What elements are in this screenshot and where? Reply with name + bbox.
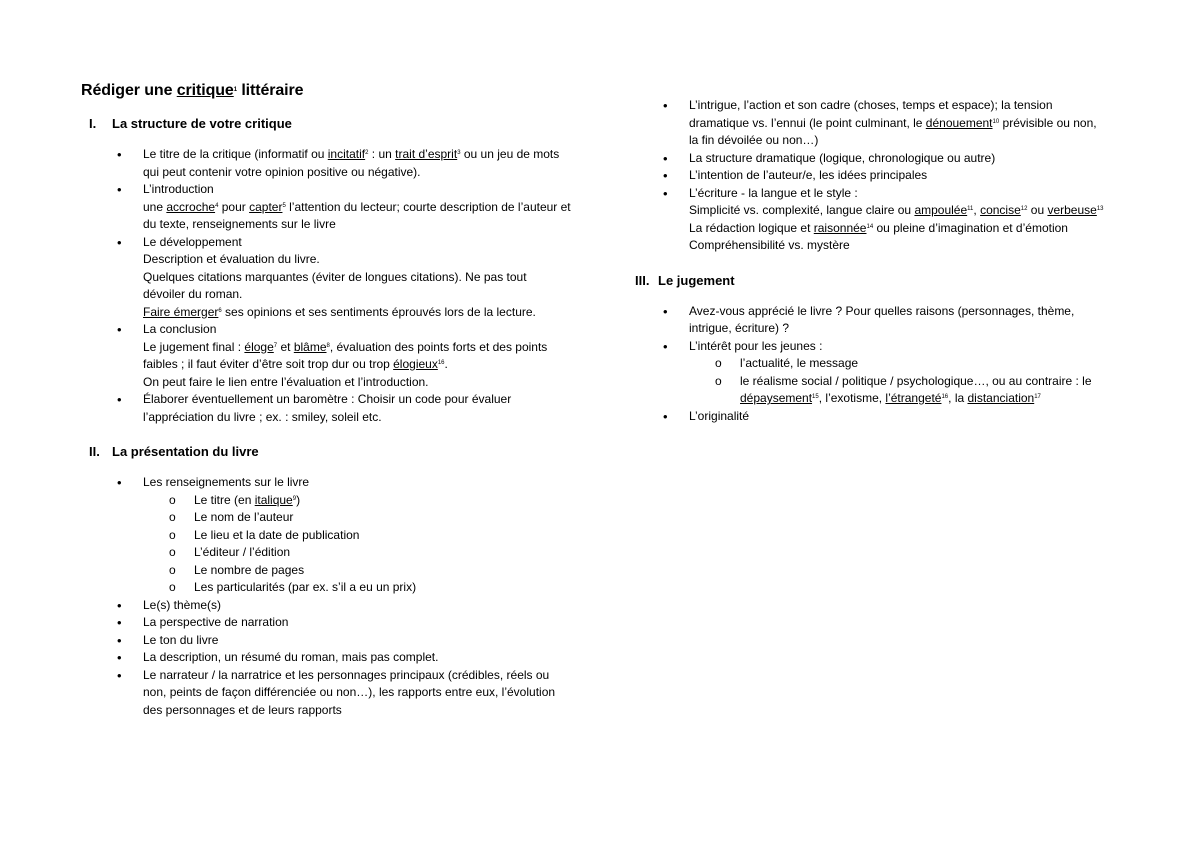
sub-list-item: o L’éditeur / l’édition [143, 544, 571, 562]
structure-list [81, 146, 571, 426]
right-column [627, 97, 1107, 425]
left-column [81, 114, 571, 719]
list-item: • Les renseignements sur le livre o Le titre (en italique$^9$) o Le nom de l’auteur o Le lieu et la date de publication o L’éditeur / l’édition o Le nombre de pages o Les particularités (par ex. s’il a eu un prix) [81, 474, 571, 597]
judgement-list [627, 303, 1107, 426]
presentation-list [81, 474, 571, 719]
list-item: • La conclusion Le jugement final : éloge$^7$ et blâme$^8$, évaluation des points forts et des points faibles ; il faut éviter d’être soit trop dur ou trop élogieux$^{16}$. On peut faire le lien entre l’évaluation et l’introduction. [81, 321, 571, 391]
page-title: Rédiger une critique$^1$ littéraire [81, 82, 304, 99]
list-item: • Élaborer éventuellement un baromètre : Choisir un code pour évaluer l’appréciation du livre ; ex. : smiley, soleil etc. [81, 391, 571, 426]
presentation-list-continued [627, 97, 1107, 255]
sub-list [689, 355, 1107, 408]
list-item: • Le titre de la critique (informatif ou incitatif$^2$ : un trait d’esprit$^3$ ou un jeu de mots qui peut contenir votre opinion positive ou négative). [81, 146, 571, 181]
sub-list-item: o Les particularités (par ex. s’il a eu un prix) [143, 579, 571, 597]
sub-list-item: o Le lieu et la date de publication [143, 527, 571, 545]
list-item: • Le(s) thème(s) [81, 597, 571, 615]
list-item: • L’intérêt pour les jeunes : o l’actualité, le message o le réalisme social / politique / psychologique…, ou au contraire : le dépaysement$^{15}$, l’exotisme, l’étrangeté$^{16}$, la distanciation$^{17}$ [627, 338, 1107, 408]
sub-list-item: o Le nom de l’auteur [143, 509, 571, 527]
list-item: • L’intrigue, l’action et son cadre (choses, temps et espace); la tension dramatique vs. l’ennui (le point culminant, le dénouement$^{10}$ prévisible ou non, la fin dévoilée ou non…) [627, 97, 1107, 150]
list-item: • La structure dramatique (logique, chronologique ou autre) [627, 150, 1107, 168]
sub-list-item: o Le titre (en italique$^9$) [143, 492, 571, 510]
sub-list-item: o le réalisme social / politique / psychologique…, ou au contraire : le dépaysement$^{15}$, l’exotisme, l’étrangeté$^{16}$, la distanciation$^{17}$ [689, 373, 1107, 408]
list-item: • L’originalité [627, 408, 1107, 426]
section-heading-presentation: II. La présentation du livre [89, 444, 259, 459]
section-heading-structure: I. La structure de votre critique [89, 116, 292, 131]
list-item: • La description, un résumé du roman, mais pas complet. [81, 649, 571, 667]
list-item: • Avez-vous apprécié le livre ? Pour quelles raisons (personnages, thème, intrigue, écriture) ? [627, 303, 1107, 338]
footnote-link: critique [176, 82, 234, 99]
list-item: • La perspective de narration [81, 614, 571, 632]
list-item: • L’intention de l’auteur/e, les idées principales [627, 167, 1107, 185]
list-item: • Le développement Description et évaluation du livre. Quelques citations marquantes (éviter de longues citations). Ne pas tout dévoiler du roman. Faire émerger$^6$ ses opinions et ses sentiments éprouvés lors de la lecture. [81, 234, 571, 322]
sub-list [143, 492, 571, 597]
list-item: • Le ton du livre [81, 632, 571, 650]
list-item: • L’écriture - la langue et le style : Simplicité vs. complexité, langue claire ou ampoulée$^{11}$, concise$^{12}$ ou verbeuse$^{13}$ La rédaction logique et raisonnée$^{14}$ ou pleine d’imagination et d’émotion Compréhensibilité vs. mystère [627, 185, 1107, 255]
list-item: • L’introduction une accroche$^4$ pour capter$^5$ l’attention du lecteur; courte description de l’auteur et du texte, renseignements sur le livre [81, 181, 571, 234]
sub-list-item: o l’actualité, le message [689, 355, 1107, 373]
list-item: • Le narrateur / la narratrice et les personnages principaux (crédibles, réels ou non, peints de façon différenciée ou non…), les rapports entre eux, l’évolution des personnages et de leurs rapports [81, 667, 571, 720]
section-heading-judgement: III. Le jugement [635, 272, 735, 288]
sub-list-item: o Le nombre de pages [143, 562, 571, 580]
